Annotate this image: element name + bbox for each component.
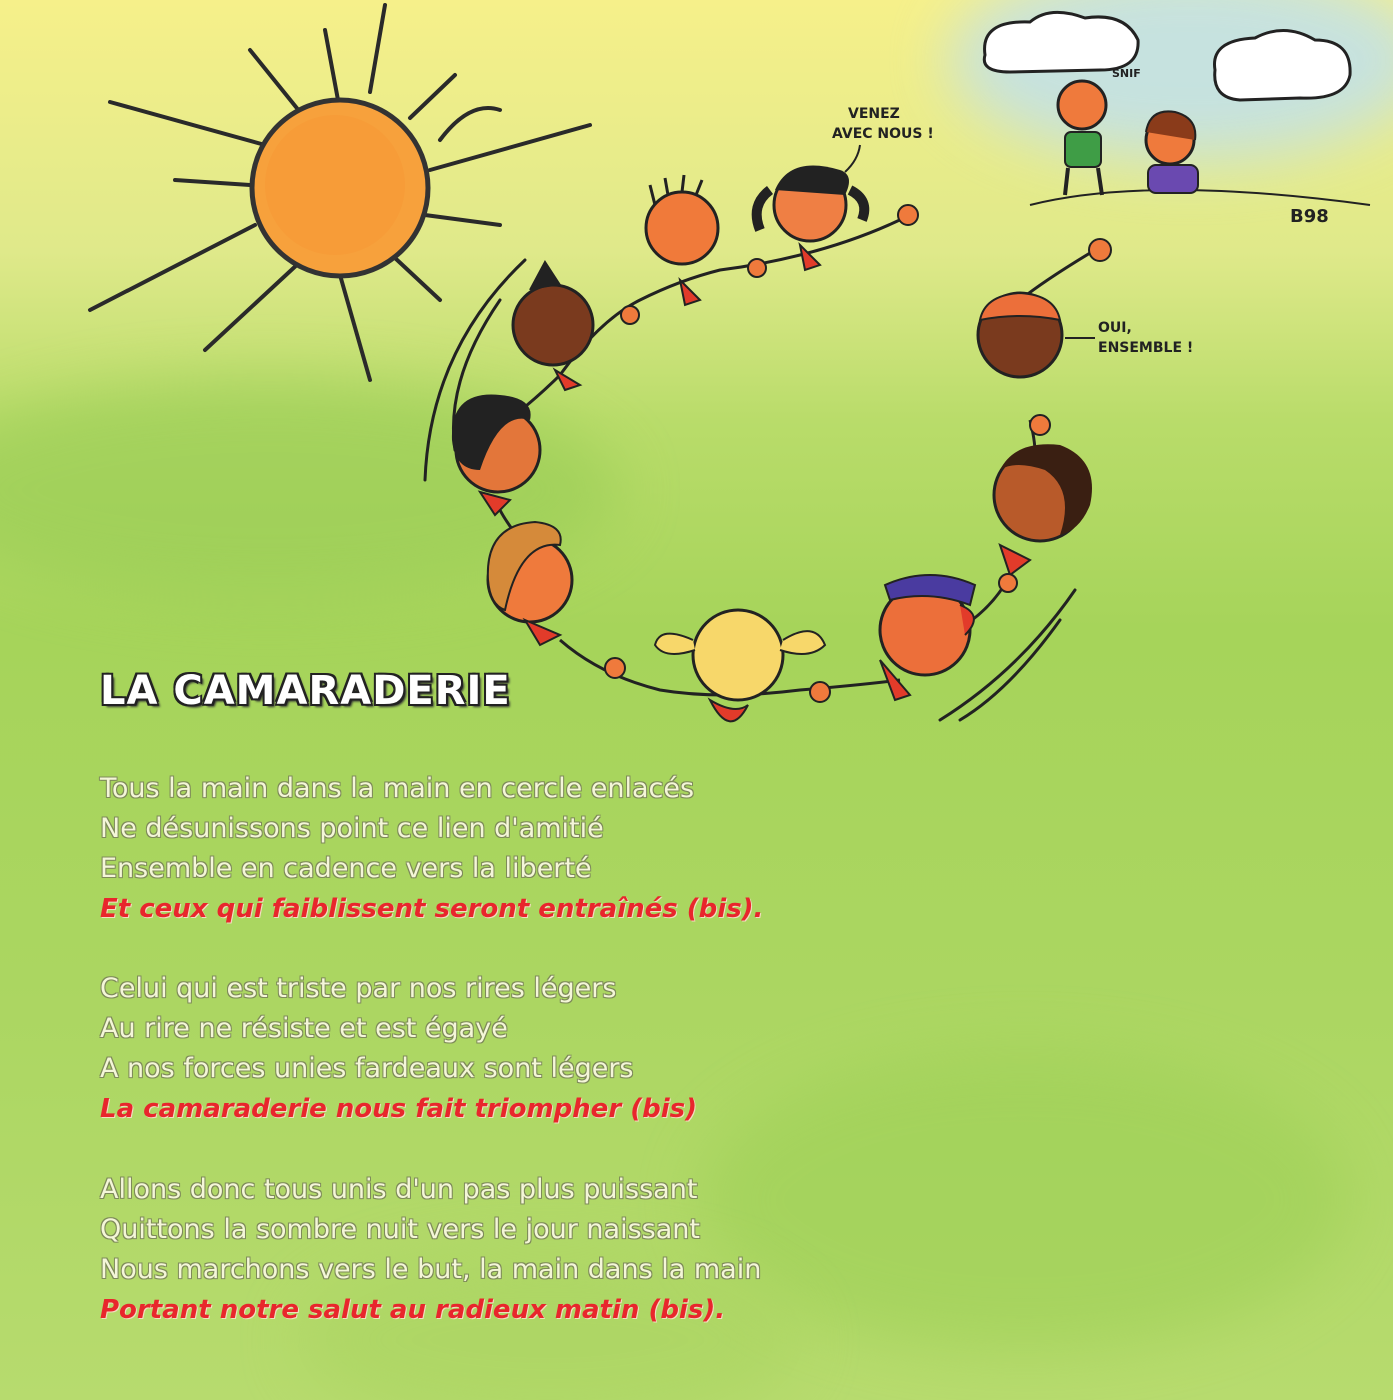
grass-wash-bottom	[700, 1050, 1350, 1350]
verse-line: Celui qui est triste par nos rires légers	[100, 973, 617, 1004]
child-figure	[978, 293, 1062, 377]
verse-line: Nous marchons vers le but, la main dans la main	[100, 1254, 762, 1285]
verse-line: Allons donc tous unis d'un pas plus puissant	[100, 1174, 698, 1205]
linked-arms	[500, 215, 1095, 695]
verse-line: Tous la main dans la main en cercle enlacés	[100, 773, 695, 804]
cloud-icon	[984, 12, 1350, 100]
child-figure	[757, 166, 865, 271]
speech-oui-line2: ENSEMBLE !	[1098, 340, 1194, 356]
verse-2	[100, 969, 697, 1129]
speech-venez-line1: VENEZ	[848, 106, 900, 122]
speech-venez-line2: AVEC NOUS !	[832, 126, 934, 142]
sad-children-on-hill	[1030, 81, 1370, 205]
verse-refrain: Et ceux qui faiblissent seront entraînés (bis).	[100, 894, 764, 924]
artist-signature: B98	[1290, 206, 1329, 227]
verse-line: Au rire ne résiste et est égayé	[100, 1013, 508, 1044]
verse-3	[100, 1170, 761, 1330]
song-title: LA CAMARADERIE	[100, 668, 511, 714]
child-figure	[452, 395, 540, 515]
verse-line: Quittons la sombre nuit vers le jour naissant	[100, 1214, 700, 1245]
child-figure	[488, 522, 572, 645]
child-figure	[994, 444, 1092, 575]
child-figure	[646, 175, 718, 305]
verse-refrain: La camaraderie nous fait triompher (bis)	[100, 1094, 697, 1124]
verse-line: A nos forces unies fardeaux sont légers	[100, 1053, 634, 1084]
child-figure	[880, 575, 975, 700]
verse-refrain: Portant notre salut au radieux matin (bis).	[100, 1295, 726, 1325]
child-figure	[655, 610, 825, 721]
speech-snif: SNIF	[1112, 67, 1141, 80]
verse-line: Ne désunissons point ce lien d'amitié	[100, 813, 604, 844]
verse-1	[100, 769, 763, 929]
child-figure	[513, 262, 593, 390]
speech-oui-line1: OUI,	[1098, 320, 1132, 336]
verse-line: Ensemble en cadence vers la liberté	[100, 853, 592, 884]
